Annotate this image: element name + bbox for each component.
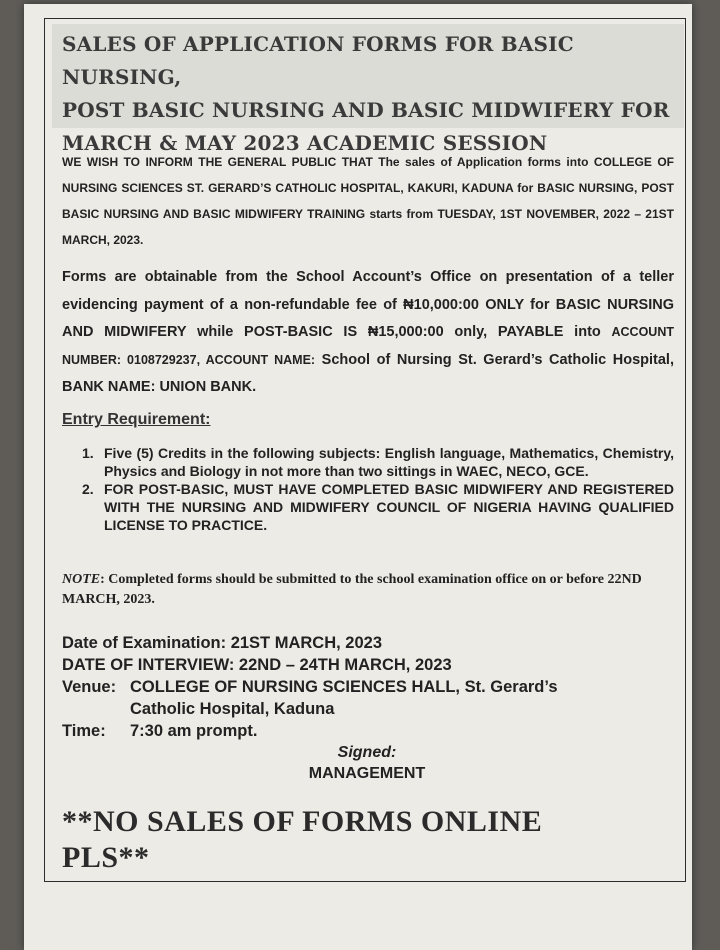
interview-date: DATE OF INTERVIEW: 22ND – 24TH MARCH, 2023 xyxy=(62,656,452,674)
time-label: Time: xyxy=(62,722,106,740)
list-item xyxy=(82,444,674,480)
time-row xyxy=(62,720,674,742)
note-paragraph xyxy=(62,570,674,610)
list-number: 2. xyxy=(82,481,94,497)
account-number: 0108729237, xyxy=(121,352,206,367)
intro-text-2: for BASIC NURSING, POST BASIC NURSING AND BASIC MIDWIFERY TRAINING starts from xyxy=(62,181,674,221)
requirements-list xyxy=(82,444,674,534)
intro-lead: WE WISH TO INFORM THE GENERAL PUBLIC THAT xyxy=(62,155,373,169)
signed-label: Signed: xyxy=(337,744,397,761)
list-item xyxy=(82,480,674,534)
payment-paragraph xyxy=(62,264,674,402)
intro-dates: TUESDAY, 1ST NOVEMBER, 2022 – 21ST MARCH, 2023. xyxy=(62,207,674,247)
list-number: 1. xyxy=(82,445,94,461)
exam-date: Date of Examination: 21ST MARCH, 2023 xyxy=(62,634,382,652)
payment-text: Forms are obtainable from the School Account’s Office on presentation of a teller evidencing payment of a non-refundable fee of ₦10,000:00 ONLY for BASIC NURSING AND MIDWIFERY while POST-BASIC IS ₦15,000:00 only, PAYABLE into xyxy=(62,269,674,340)
note-text: : Completed forms should be submitted to the school examination office on or before 22ND MARCH, 2023. xyxy=(62,572,642,607)
title-line-2: POST BASIC NURSING AND BASIC MIDWIFERY FOR xyxy=(62,98,670,122)
account-number-label: ACCOUNT NUMBER: xyxy=(62,325,674,367)
note-label: NOTE xyxy=(62,572,101,587)
intro-text-1: The sales of Application forms into xyxy=(372,155,594,169)
time-value: 7:30 am prompt. xyxy=(130,722,258,740)
account-name: School of Nursing St. Gerard’s Catholic Hospital, BANK NAME: UNION BANK. xyxy=(62,351,674,395)
account-name-label: ACCOUNT NAME: xyxy=(205,352,316,367)
intro-college: COLLEGE OF NURSING SCIENCES ST. GERARD’S CATHOLIC HOSPITAL, KAKURI, KADUNA xyxy=(62,155,674,195)
footer-warning: **NO SALES OF FORMS ONLINE PLS** xyxy=(62,805,543,874)
signature-block xyxy=(302,742,432,784)
title-line-3: MARCH & MAY 2023 ACADEMIC SESSION xyxy=(62,131,548,155)
venue-row xyxy=(62,676,674,698)
intro-paragraph xyxy=(62,149,674,253)
title-line-1: SALES OF APPLICATION FORMS FOR BASIC NURSING, xyxy=(62,32,574,89)
exam-details xyxy=(62,632,674,742)
entry-requirement-heading: Entry Requirement: xyxy=(62,411,211,428)
venue-line-1: COLLEGE OF NURSING SCIENCES HALL, St. Gerard’s xyxy=(130,678,558,696)
notice-title xyxy=(62,28,672,160)
list-text: Five (5) Credits in the following subjects: English language, Mathematics, Chemistry, Physics and Biology in not more than two sittings in WAEC, NECO, GCE. xyxy=(104,445,674,479)
list-text: FOR POST-BASIC, MUST HAVE COMPLETED BASIC MIDWIFERY AND REGISTERED WITH THE NURSING AND MIDWIFERY COUNCIL OF NIGERIA HAVING QUALIFIED LICENSE TO PRACTICE. xyxy=(104,481,674,533)
venue-line-2: Catholic Hospital, Kaduna xyxy=(130,700,335,718)
venue-label: Venue: xyxy=(62,678,117,696)
signed-by: MANAGEMENT xyxy=(308,765,426,782)
